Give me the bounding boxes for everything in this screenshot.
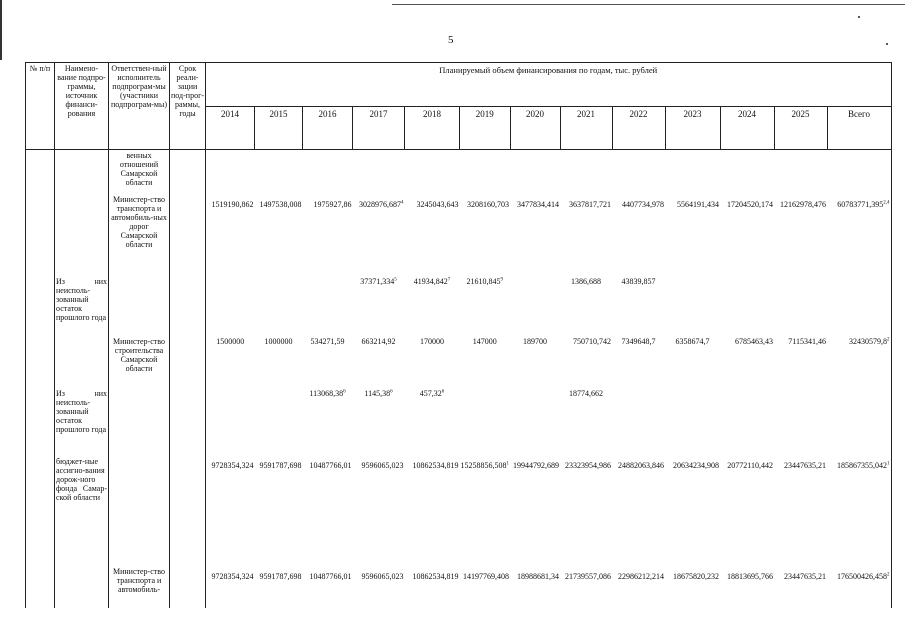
value-text: 113068,38	[309, 388, 344, 398]
value-cell	[460, 336, 511, 388]
value-text: 6358674,7	[675, 336, 710, 346]
value-text: 189700	[523, 336, 547, 346]
value-cell	[720, 276, 774, 336]
header-year: 2016	[303, 107, 353, 150]
value-cell	[827, 388, 891, 456]
value-cell	[560, 456, 612, 566]
row-term-cell	[170, 150, 206, 194]
value-cell	[665, 388, 720, 456]
value-text: 534271,59	[310, 336, 345, 346]
value-cell	[460, 388, 511, 456]
value-text: 1497538,008	[259, 199, 302, 209]
footnote-mark: 2	[887, 336, 890, 342]
value-cell	[720, 388, 774, 456]
value-cell	[303, 194, 353, 276]
value-cell	[774, 388, 827, 456]
value-cell	[510, 276, 560, 336]
row-name-cell	[55, 566, 109, 608]
value-cell	[612, 456, 665, 566]
value-text: 37371,334	[360, 276, 395, 286]
header-year: 2025	[774, 107, 827, 150]
value-cell	[353, 566, 405, 608]
value-text: 7349648,7	[621, 336, 656, 346]
value-cell	[720, 150, 774, 194]
value-text: 10487766,01	[309, 571, 352, 581]
speck	[886, 43, 888, 45]
row-term-cell	[170, 388, 206, 456]
value-cell	[827, 336, 891, 388]
value-text: 3028976,687	[359, 199, 401, 209]
header-year: 2019	[460, 107, 511, 150]
header-year: 2023	[665, 107, 720, 150]
value-cell	[255, 566, 303, 608]
value-cell	[255, 150, 303, 194]
value-cell	[827, 276, 891, 336]
value-text: 18988681,34	[517, 571, 559, 581]
row-name-cell	[55, 150, 109, 194]
value-text: 3208160,703	[467, 199, 509, 209]
value-cell	[255, 388, 303, 456]
value-cell	[353, 194, 405, 276]
value-text: 9591787,698	[259, 460, 302, 470]
footnote-mark: 1	[887, 460, 890, 466]
value-text: 185867355,042	[837, 460, 887, 470]
value-cell	[255, 276, 303, 336]
value-cell	[353, 150, 405, 194]
row-name-cell	[55, 336, 109, 388]
row-executor-cell: Министер-ство транспорта и автомобиль-	[109, 566, 170, 608]
row-number-cell	[26, 566, 55, 608]
row-name-cell: Из них неисполь-зованный остаток прошлого года	[55, 276, 109, 336]
footnote-mark: 7	[447, 276, 451, 282]
value-text: 17204520,174	[727, 199, 773, 209]
header-executor: Ответствен-ный исполнитель подпрограм-мы (участники подпрограм-мы)	[109, 63, 170, 150]
value-cell	[255, 456, 303, 566]
value-text: 43839,857	[621, 276, 656, 286]
value-cell	[303, 336, 353, 388]
value-text: 12162978,476	[780, 199, 826, 209]
value-text: 41934,842	[413, 276, 448, 286]
value-cell	[206, 336, 255, 388]
value-text: 1500000	[216, 336, 245, 346]
value-text: 1519190,862	[211, 199, 254, 209]
table-row	[26, 194, 892, 276]
value-cell	[665, 456, 720, 566]
table-row	[26, 276, 892, 336]
left-edge-mark	[0, 0, 2, 60]
value-cell	[612, 150, 665, 194]
value-cell	[206, 456, 255, 566]
value-text: 4407734,978	[622, 199, 664, 209]
value-cell	[405, 194, 460, 276]
value-text: 32430579,8	[849, 336, 887, 346]
value-cell	[774, 150, 827, 194]
value-cell	[665, 194, 720, 276]
footnote-mark: 1	[506, 460, 509, 466]
value-text: 9728354,324	[211, 460, 254, 470]
value-text: 1386,688	[571, 276, 601, 286]
row-term-cell	[170, 194, 206, 276]
value-cell	[460, 150, 511, 194]
value-text: 18675820,232	[673, 571, 719, 581]
row-term-cell	[170, 566, 206, 608]
header-num: № п/п	[26, 63, 55, 150]
value-cell	[206, 194, 255, 276]
header-year: 2022	[612, 107, 665, 150]
value-text: 663214,92	[361, 336, 396, 346]
value-cell	[560, 194, 612, 276]
value-text: 20634234,908	[673, 460, 719, 470]
value-cell	[560, 150, 612, 194]
header-year: 2018	[405, 107, 460, 150]
header-year: 2014	[206, 107, 255, 150]
value-cell	[206, 150, 255, 194]
header-term: Срок реали-зации под-прог-раммы, годы	[170, 63, 206, 150]
financing-table	[25, 62, 892, 608]
value-text: 22986212,214	[618, 571, 664, 581]
value-cell	[206, 388, 255, 456]
header-year: 2024	[720, 107, 774, 150]
header-name: Наимено-вание подпро-граммы, источник финанси-рования	[55, 63, 109, 150]
row-executor-cell: венных отношений Самарской области	[109, 150, 170, 194]
value-cell	[460, 276, 511, 336]
value-cell	[665, 150, 720, 194]
value-text: 60783771,395	[837, 199, 884, 209]
value-cell	[255, 194, 303, 276]
footnote-mark: 6	[390, 388, 393, 394]
row-number-cell	[26, 150, 55, 194]
footnote-mark: 2	[887, 571, 890, 577]
value-cell	[303, 456, 353, 566]
value-cell	[353, 388, 405, 456]
footnote-mark: 4	[401, 199, 404, 205]
value-text: 24882063,846	[618, 460, 664, 470]
value-text: 170000	[420, 336, 444, 346]
value-cell	[510, 566, 560, 608]
value-text: 9596065,023	[361, 571, 404, 581]
value-cell	[405, 388, 460, 456]
value-cell	[353, 336, 405, 388]
value-text: 20772110,442	[727, 460, 773, 470]
value-text: 3245043,643	[416, 199, 459, 209]
value-cell	[612, 276, 665, 336]
value-text: 1145,38	[364, 388, 391, 398]
value-text: 5564191,434	[677, 199, 719, 209]
value-cell	[827, 150, 891, 194]
value-cell	[405, 336, 460, 388]
footnote-mark: 6	[441, 388, 445, 394]
row-number-cell	[26, 388, 55, 456]
value-cell	[303, 150, 353, 194]
value-text: 18813695,766	[727, 571, 773, 581]
value-cell	[560, 276, 612, 336]
footnote-mark: 5	[394, 276, 397, 282]
row-executor-cell: Министер-ство строительства Самарской области	[109, 336, 170, 388]
value-cell	[720, 566, 774, 608]
value-text: 1975927,86	[313, 199, 352, 209]
value-cell	[560, 336, 612, 388]
value-cell	[206, 566, 255, 608]
row-name-cell	[55, 194, 109, 276]
row-executor-cell	[109, 388, 170, 456]
value-text: 23447635,21	[784, 460, 826, 470]
value-cell	[665, 566, 720, 608]
value-cell	[460, 456, 511, 566]
value-cell	[612, 336, 665, 388]
value-cell	[827, 194, 891, 276]
footnote-mark: 6	[343, 388, 346, 394]
value-text: 3477834,414	[517, 199, 559, 209]
value-text: 1000000	[264, 336, 293, 346]
row-name-cell: Из них неисполь-зованный остаток прошлого года	[55, 388, 109, 456]
value-cell	[665, 276, 720, 336]
value-cell	[827, 456, 891, 566]
value-cell	[720, 194, 774, 276]
header-year: Всего	[827, 107, 891, 150]
value-cell	[255, 336, 303, 388]
value-text: 147000	[472, 336, 497, 346]
header-plan-title: Планируемый объем финансирования по годам, тыс. рублей	[206, 63, 892, 107]
value-cell	[510, 150, 560, 194]
value-cell	[405, 150, 460, 194]
value-text: 18774,662	[569, 388, 603, 398]
value-text: 7115341,46	[788, 336, 826, 346]
value-cell	[303, 388, 353, 456]
value-text: 14197769,408	[463, 571, 509, 581]
speck	[858, 16, 860, 18]
value-cell	[510, 456, 560, 566]
header-year: 2020	[510, 107, 560, 150]
value-cell	[353, 276, 405, 336]
value-text: 21610,845	[466, 276, 501, 286]
table-row	[26, 388, 892, 456]
row-executor-cell	[109, 456, 170, 566]
value-text: 10862534,819	[412, 460, 459, 470]
top-rule	[392, 4, 905, 5]
row-number-cell	[26, 194, 55, 276]
row-executor-cell	[109, 276, 170, 336]
value-cell	[405, 566, 460, 608]
value-text: 23447635,21	[784, 571, 826, 581]
value-cell	[353, 456, 405, 566]
value-text: 176500426,458	[837, 571, 887, 581]
value-text: 9591787,698	[259, 571, 302, 581]
value-text: 19944792,689	[513, 460, 559, 470]
value-cell	[612, 194, 665, 276]
value-cell	[665, 336, 720, 388]
value-text: 23323954,986	[565, 460, 611, 470]
value-cell	[720, 336, 774, 388]
header-year: 2015	[255, 107, 303, 150]
value-cell	[206, 276, 255, 336]
value-cell	[303, 276, 353, 336]
value-text: 3637817,721	[569, 199, 611, 209]
value-cell	[510, 194, 560, 276]
value-cell	[774, 456, 827, 566]
row-executor-cell: Министер-ство транспорта и автомобиль-ных дорог Самарской области	[109, 194, 170, 276]
row-number-cell	[26, 336, 55, 388]
value-cell	[774, 566, 827, 608]
row-term-cell	[170, 336, 206, 388]
value-cell	[560, 566, 612, 608]
row-number-cell	[26, 456, 55, 566]
footnote-mark: 9	[500, 276, 503, 282]
row-term-cell	[170, 456, 206, 566]
page-number: 5	[448, 34, 454, 46]
row-name-cell: бюджет-ные ассигно-вания дорож-ного фонда Самар-ской области	[55, 456, 109, 566]
value-cell	[303, 566, 353, 608]
footnote-mark: 2,4	[883, 199, 890, 205]
value-cell	[560, 388, 612, 456]
value-cell	[774, 194, 827, 276]
value-text: 10487766,01	[309, 460, 352, 470]
value-text: 6785463,43	[735, 336, 773, 346]
value-cell	[405, 456, 460, 566]
value-cell	[460, 194, 511, 276]
value-cell	[774, 336, 827, 388]
header-year: 2021	[560, 107, 612, 150]
value-cell	[774, 276, 827, 336]
value-text: 9728354,324	[211, 571, 254, 581]
value-text: 9596065,023	[361, 460, 404, 470]
row-term-cell	[170, 276, 206, 336]
value-cell	[720, 456, 774, 566]
value-cell	[510, 388, 560, 456]
value-cell	[612, 566, 665, 608]
header-year: 2017	[353, 107, 405, 150]
value-cell	[612, 388, 665, 456]
value-text: 750710,742	[573, 336, 611, 346]
table-row	[26, 566, 892, 608]
value-text: 457,32	[419, 388, 442, 398]
table-row	[26, 456, 892, 566]
value-cell	[827, 566, 891, 608]
value-text: 15258856,508	[460, 460, 507, 470]
table-row	[26, 150, 892, 194]
value-text: 10862534,819	[412, 571, 459, 581]
value-cell	[510, 336, 560, 388]
value-text: 21739557,086	[565, 571, 611, 581]
row-number-cell	[26, 276, 55, 336]
table-row	[26, 336, 892, 388]
value-cell	[405, 276, 460, 336]
value-cell	[460, 566, 511, 608]
